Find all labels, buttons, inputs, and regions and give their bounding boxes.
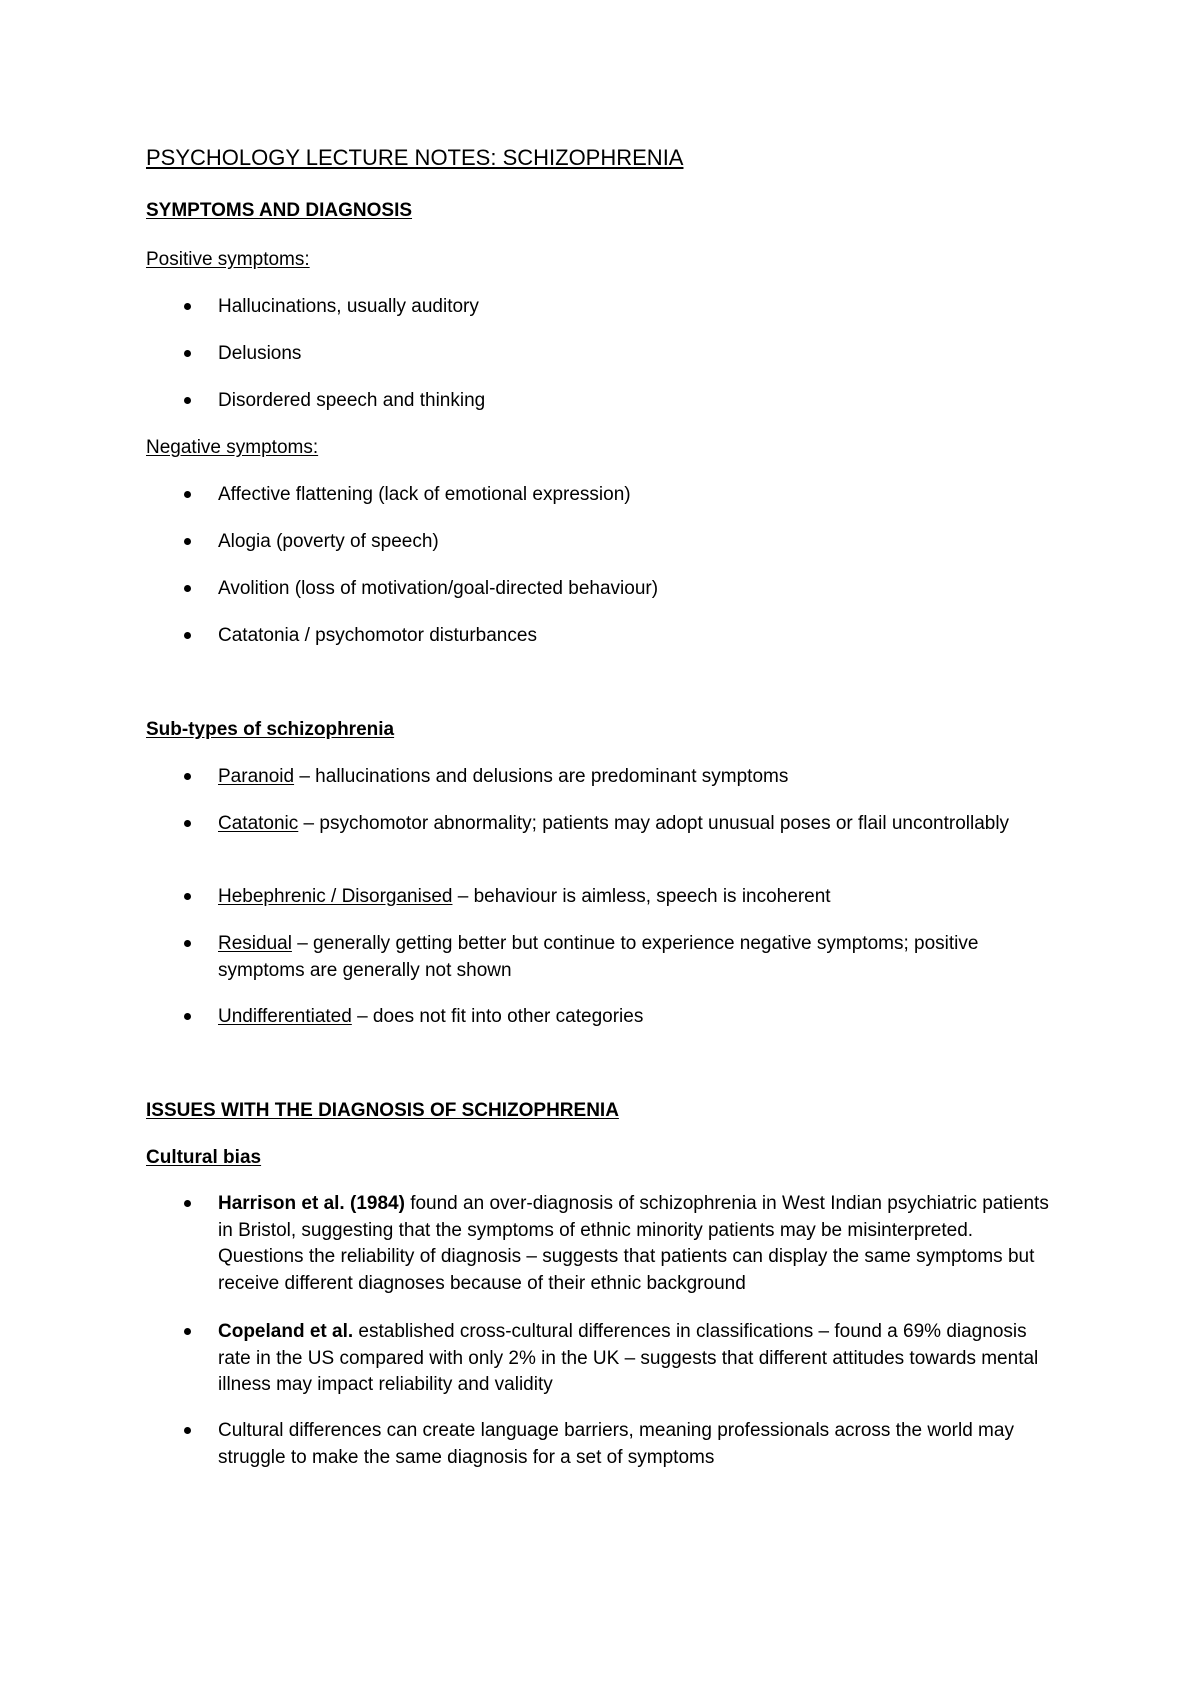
list-item: Residual – generally getting better but continue to experience negative symptoms; positive symptoms are generally not shown bbox=[218, 931, 1058, 984]
bullet-icon bbox=[184, 773, 191, 780]
list-item: Hebephrenic / Disorganised – behaviour is aimless, speech is incoherent bbox=[218, 884, 1058, 911]
bullet-icon bbox=[184, 1013, 191, 1020]
list-item: Undifferentiated – does not fit into other categories bbox=[218, 1004, 1058, 1031]
list-item: Paranoid – hallucinations and delusions are predominant symptoms bbox=[218, 764, 1058, 791]
list-item: Copeland et al. established cross-cultural differences in classifications – found a 69% diagnosis rate in the US compared with only 2% in the UK – suggests that different attitudes towards mental illness may impact reliability and validity bbox=[218, 1319, 1058, 1399]
section-heading-subtypes: Sub-types of schizophrenia bbox=[146, 719, 395, 740]
bullet-icon bbox=[184, 491, 191, 498]
section-heading-issues: ISSUES WITH THE DIAGNOSIS OF SCHIZOPHRENIA bbox=[146, 1100, 619, 1121]
negative-symptoms-label: Negative symptoms: bbox=[146, 437, 319, 458]
bullet-icon bbox=[184, 893, 191, 900]
section-heading-symptoms: SYMPTOMS AND DIAGNOSIS bbox=[146, 200, 413, 221]
list-item: Cultural differences can create language barriers, meaning professionals across the world may struggle to make the same diagnosis for a set of symptoms bbox=[218, 1418, 1058, 1471]
list-item: Hallucinations, usually auditory bbox=[218, 294, 1058, 321]
subheading-cultural-bias: Cultural bias bbox=[146, 1147, 262, 1168]
bullet-icon bbox=[184, 940, 191, 947]
bullet-icon bbox=[184, 1200, 191, 1207]
bullet-icon bbox=[184, 350, 191, 357]
bullet-icon bbox=[184, 820, 191, 827]
bullet-icon bbox=[184, 632, 191, 639]
list-item: Catatonic – psychomotor abnormality; patients may adopt unusual poses or flail uncontrollably bbox=[218, 811, 1058, 838]
bullet-icon bbox=[184, 1427, 191, 1434]
list-item: Disordered speech and thinking bbox=[218, 388, 1058, 415]
list-item: Affective flattening (lack of emotional expression) bbox=[218, 482, 1058, 509]
bullet-icon bbox=[184, 538, 191, 545]
list-item: Harrison et al. (1984) found an over-diagnosis of schizophrenia in West Indian psychiatric patients in Bristol, suggesting that the symptoms of ethnic minority patients may be misinterpreted. Questions the reliability of diagnosis – suggests that patients can display the same symptoms but receive different diagnoses because of their ethnic background bbox=[218, 1191, 1058, 1297]
list-item: Alogia (poverty of speech) bbox=[218, 529, 1058, 556]
page-title: PSYCHOLOGY LECTURE NOTES: SCHIZOPHRENIA bbox=[146, 145, 684, 170]
list-item: Catatonia / psychomotor disturbances bbox=[218, 623, 1058, 650]
bullet-icon bbox=[184, 585, 191, 592]
positive-symptoms-label: Positive symptoms: bbox=[146, 249, 310, 270]
list-item: Delusions bbox=[218, 341, 1058, 368]
bullet-icon bbox=[184, 303, 191, 310]
bullet-icon bbox=[184, 397, 191, 404]
list-item: Avolition (loss of motivation/goal-directed behaviour) bbox=[218, 576, 1058, 603]
bullet-icon bbox=[184, 1328, 191, 1335]
